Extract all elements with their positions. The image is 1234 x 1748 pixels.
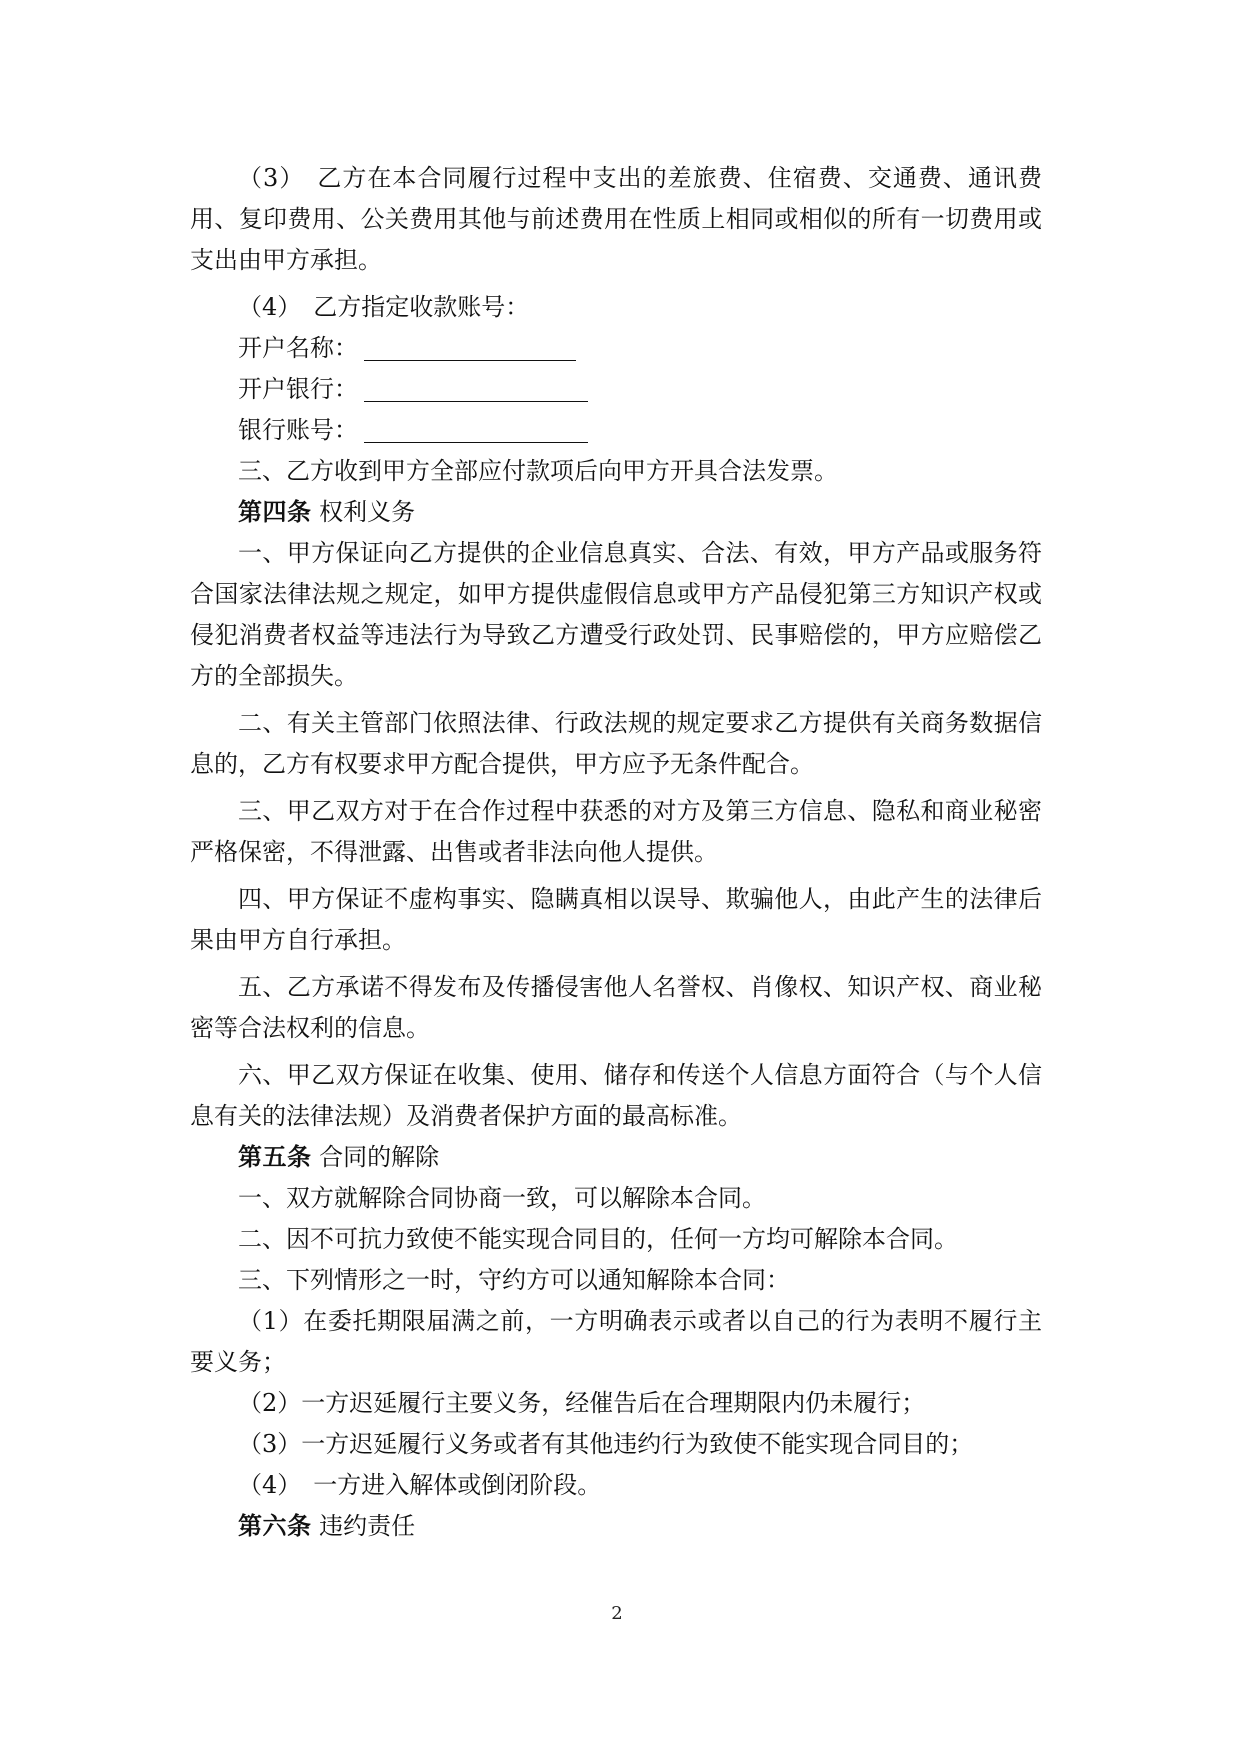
account-name-row bbox=[190, 328, 1042, 369]
account-name-blank bbox=[364, 360, 576, 361]
article-clause: 三、下列情形之一时，守约方可以通知解除本合同： bbox=[238, 1266, 790, 1294]
article-number: 第四条 bbox=[238, 498, 312, 526]
article-clause: 一、双方就解除合同协商一致，可以解除本合同。 bbox=[238, 1184, 766, 1212]
article-clause: 二、有关主管部门依照法律、行政法规的规定要求乙方提供有关商务数据信息的，乙方有权要求甲方配合提供，甲方应予无条件配合。 bbox=[190, 709, 1042, 778]
account-number-blank bbox=[364, 442, 588, 443]
article-clause: 三、甲乙双方对于在合作过程中获悉的对方及第三方信息、隐私和商业秘密严格保密，不得泄露、出售或者非法向他人提供。 bbox=[190, 797, 1042, 866]
article-subclause: （2）一方迟延履行主要义务，经催告后在合理期限内仍未履行； bbox=[238, 1389, 926, 1417]
article-title: 权利义务 bbox=[319, 498, 416, 526]
article-clause: 六、甲乙双方保证在收集、使用、储存和传送个人信息方面符合（与个人信息有关的法律法规）及消费者保护方面的最高标准。 bbox=[190, 1061, 1042, 1130]
article-heading bbox=[190, 1506, 1042, 1547]
article-clause: 二、因不可抗力致使不能实现合同目的，任何一方均可解除本合同。 bbox=[238, 1225, 958, 1253]
article-subclause: （4） 一方进入解体或倒闭阶段。 bbox=[238, 1471, 602, 1499]
article-number: 第六条 bbox=[238, 1512, 312, 1540]
paragraph-payment-expenses: （3） 乙方在本合同履行过程中支出的差旅费、住宿费、交通费、通讯费用、复印费用、公关费用其他与前述费用在性质上相同或相似的所有一切费用或支出由甲方承担。 bbox=[190, 164, 1042, 274]
bank-name-label: 开户银行： bbox=[238, 375, 358, 403]
article-subclause: （1）在委托期限届满之前，一方明确表示或者以自己的行为表明不履行主要义务； bbox=[190, 1307, 1042, 1376]
paragraph-receiving-account: （4） 乙方指定收款账号： bbox=[238, 293, 530, 321]
article-subclause: （3）一方迟延履行义务或者有其他违约行为致使不能实现合同目的； bbox=[238, 1430, 974, 1458]
article-clause: 五、乙方承诺不得发布及传播侵害他人名誉权、肖像权、知识产权、商业秘密等合法权利的信息。 bbox=[190, 973, 1042, 1042]
article-number: 第五条 bbox=[238, 1143, 312, 1171]
page-number: 2 bbox=[611, 1603, 623, 1624]
page-content bbox=[190, 158, 1042, 1547]
article-clause: 一、甲方保证向乙方提供的企业信息真实、合法、有效，甲方产品或服务符合国家法律法规之规定，如甲方提供虚假信息或甲方产品侵犯第三方知识产权或侵犯消费者权益等违法行为导致乙方遭受行政处罚、民事赔偿的，甲方应赔偿乙方的全部损失。 bbox=[190, 539, 1042, 690]
article-heading bbox=[190, 492, 1042, 533]
bank-name-blank bbox=[364, 401, 588, 402]
paragraph-invoice: 三、乙方收到甲方全部应付款项后向甲方开具合法发票。 bbox=[238, 457, 838, 485]
bank-name-row bbox=[190, 369, 1042, 410]
article-clause: 四、甲方保证不虚构事实、隐瞒真相以误导、欺骗他人，由此产生的法律后果由甲方自行承担。 bbox=[190, 885, 1042, 954]
account-number-label: 银行账号： bbox=[238, 416, 358, 444]
article-heading bbox=[190, 1137, 1042, 1178]
account-name-label: 开户名称： bbox=[238, 334, 358, 362]
article-title: 违约责任 bbox=[319, 1512, 416, 1540]
article-title: 合同的解除 bbox=[319, 1143, 440, 1171]
account-number-row bbox=[190, 410, 1042, 451]
